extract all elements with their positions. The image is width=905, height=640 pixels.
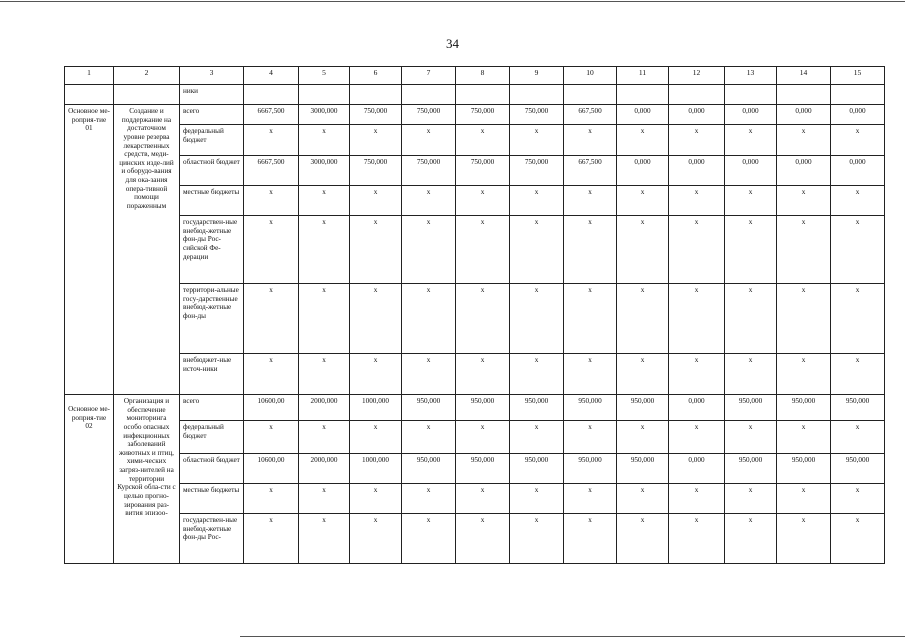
- value-cell: x: [777, 284, 831, 354]
- column-number: 6: [350, 67, 402, 85]
- value-cell: 950,000: [456, 395, 510, 421]
- value-cell: 750,000: [350, 156, 402, 186]
- empty-cell: [831, 85, 885, 105]
- value-cell: x: [244, 186, 299, 216]
- value-cell: x: [350, 484, 402, 514]
- value-cell: x: [564, 284, 617, 354]
- value-cell: x: [617, 514, 669, 564]
- column-number: 7: [402, 67, 456, 85]
- value-cell: 750,000: [510, 156, 564, 186]
- value-cell: 0,000: [725, 105, 777, 125]
- value-cell: x: [510, 354, 564, 395]
- value-cell: 950,000: [617, 395, 669, 421]
- value-cell: 750,000: [350, 105, 402, 125]
- value-cell: 950,000: [402, 395, 456, 421]
- value-cell: x: [831, 125, 885, 156]
- value-cell: x: [402, 354, 456, 395]
- value-cell: x: [725, 125, 777, 156]
- empty-cell: [350, 85, 402, 105]
- value-cell: x: [617, 216, 669, 284]
- value-cell: 750,000: [456, 105, 510, 125]
- value-cell: 0,000: [617, 105, 669, 125]
- empty-cell: [299, 85, 350, 105]
- column-number: 15: [831, 67, 885, 85]
- value-cell: x: [456, 125, 510, 156]
- value-cell: x: [244, 284, 299, 354]
- value-cell: x: [831, 421, 885, 454]
- value-cell: x: [777, 216, 831, 284]
- value-cell: x: [669, 514, 725, 564]
- value-cell: x: [350, 354, 402, 395]
- value-cell: x: [831, 216, 885, 284]
- value-cell: x: [456, 484, 510, 514]
- value-cell: x: [617, 421, 669, 454]
- value-cell: 950,000: [617, 454, 669, 484]
- value-cell: x: [456, 216, 510, 284]
- funding-source-cell: областной бюджет: [180, 156, 244, 186]
- header-row: [65, 67, 885, 85]
- value-cell: x: [617, 284, 669, 354]
- value-cell: x: [456, 514, 510, 564]
- table-row: [65, 186, 885, 216]
- value-cell: x: [777, 125, 831, 156]
- table-row: [65, 395, 885, 421]
- value-cell: x: [617, 186, 669, 216]
- value-cell: x: [299, 514, 350, 564]
- value-cell: 950,000: [725, 454, 777, 484]
- funding-source-cell: государствен-ные внебюд-жетные фон-ды Рос-: [180, 514, 244, 564]
- value-cell: x: [617, 484, 669, 514]
- value-cell: 750,000: [456, 156, 510, 186]
- value-cell: x: [777, 484, 831, 514]
- value-cell: x: [831, 484, 885, 514]
- funding-source-cell: местные бюджеты: [180, 186, 244, 216]
- value-cell: 1000,000: [350, 395, 402, 421]
- value-cell: x: [564, 186, 617, 216]
- value-cell: x: [510, 514, 564, 564]
- column-number: 3: [180, 67, 244, 85]
- measure-type-cell: Основное ме-роприя-тие 01: [65, 105, 114, 395]
- column-number: 13: [725, 67, 777, 85]
- value-cell: x: [564, 421, 617, 454]
- column-number: 9: [510, 67, 564, 85]
- value-cell: x: [725, 216, 777, 284]
- table-row: [65, 105, 885, 125]
- value-cell: x: [669, 125, 725, 156]
- column-number: 14: [777, 67, 831, 85]
- value-cell: x: [350, 284, 402, 354]
- funding-source-cell: государствен-ные внебюд-жетные фон-ды Рос-сийской Фе-дерации: [180, 216, 244, 284]
- value-cell: x: [831, 186, 885, 216]
- table-row: [65, 125, 885, 156]
- table-row: [65, 216, 885, 284]
- measure-description-cell: Организация и обеспечение мониторинга особо опасных инфекционных заболеваний животных и птиц, хими-ческих загряз-нителей на территории Курской обла-сти с целью прогно-зирования раз-вития эпизоо-: [114, 395, 180, 564]
- value-cell: 950,000: [564, 454, 617, 484]
- value-cell: x: [299, 125, 350, 156]
- value-cell: 950,000: [456, 454, 510, 484]
- value-cell: 0,000: [725, 156, 777, 186]
- value-cell: x: [402, 216, 456, 284]
- value-cell: 0,000: [669, 156, 725, 186]
- value-cell: x: [564, 514, 617, 564]
- funding-source-cell: федеральный бюджет: [180, 125, 244, 156]
- funding-source-cell: федеральный бюджет: [180, 421, 244, 454]
- value-cell: 10600,00: [244, 395, 299, 421]
- value-cell: 750,000: [510, 105, 564, 125]
- value-cell: x: [510, 125, 564, 156]
- value-cell: x: [669, 186, 725, 216]
- funding-source-cell: внебюджет-ные источ-ники: [180, 354, 244, 395]
- value-cell: x: [777, 514, 831, 564]
- value-cell: x: [350, 514, 402, 564]
- empty-cell: [669, 85, 725, 105]
- table-row: [65, 354, 885, 395]
- empty-cell: [777, 85, 831, 105]
- value-cell: 3000,000: [299, 105, 350, 125]
- empty-cell: [65, 85, 114, 105]
- table-row: [65, 421, 885, 454]
- value-cell: 0,000: [831, 156, 885, 186]
- bottom-edge-line: [240, 636, 905, 637]
- value-cell: 2000,000: [299, 395, 350, 421]
- value-cell: 0,000: [617, 156, 669, 186]
- table-row: [65, 454, 885, 484]
- empty-cell: [244, 85, 299, 105]
- value-cell: 2000,000: [299, 454, 350, 484]
- value-cell: 950,000: [777, 395, 831, 421]
- value-cell: x: [831, 354, 885, 395]
- funding-source-cell: областной бюджет: [180, 454, 244, 484]
- column-number: 4: [244, 67, 299, 85]
- value-cell: x: [402, 125, 456, 156]
- value-cell: x: [725, 186, 777, 216]
- continuation-source-cell: ники: [180, 85, 244, 105]
- value-cell: x: [617, 125, 669, 156]
- value-cell: x: [510, 216, 564, 284]
- value-cell: x: [510, 484, 564, 514]
- value-cell: 950,000: [510, 454, 564, 484]
- value-cell: x: [350, 186, 402, 216]
- value-cell: x: [777, 354, 831, 395]
- value-cell: x: [725, 421, 777, 454]
- column-number: 8: [456, 67, 510, 85]
- page-number: 34: [446, 36, 459, 51]
- value-cell: x: [669, 216, 725, 284]
- value-cell: x: [831, 514, 885, 564]
- top-edge-line: [0, 1, 905, 2]
- value-cell: x: [299, 186, 350, 216]
- value-cell: x: [299, 421, 350, 454]
- column-number: 1: [65, 67, 114, 85]
- value-cell: x: [299, 216, 350, 284]
- value-cell: 950,000: [831, 395, 885, 421]
- column-number: 11: [617, 67, 669, 85]
- table-row: [65, 156, 885, 186]
- value-cell: 10600,00: [244, 454, 299, 484]
- value-cell: 0,000: [831, 105, 885, 125]
- funding-source-cell: всего: [180, 105, 244, 125]
- table-row: [65, 514, 885, 564]
- value-cell: x: [510, 284, 564, 354]
- value-cell: 0,000: [669, 454, 725, 484]
- value-cell: x: [510, 421, 564, 454]
- value-cell: x: [456, 421, 510, 454]
- funding-table: [64, 66, 885, 564]
- value-cell: x: [831, 284, 885, 354]
- measure-type-cell: Основное ме-роприя-тие 02: [65, 395, 114, 564]
- value-cell: x: [456, 284, 510, 354]
- table-row: [65, 284, 885, 354]
- value-cell: 6667,500: [244, 156, 299, 186]
- value-cell: x: [725, 354, 777, 395]
- value-cell: 950,000: [510, 395, 564, 421]
- empty-cell: [402, 85, 456, 105]
- value-cell: x: [725, 484, 777, 514]
- value-cell: x: [402, 484, 456, 514]
- empty-cell: [456, 85, 510, 105]
- value-cell: 950,000: [402, 454, 456, 484]
- value-cell: x: [402, 284, 456, 354]
- empty-cell: [114, 85, 180, 105]
- value-cell: x: [244, 125, 299, 156]
- value-cell: x: [564, 125, 617, 156]
- value-cell: x: [244, 484, 299, 514]
- table-row: [65, 484, 885, 514]
- column-number: 12: [669, 67, 725, 85]
- funding-source-cell: местные бюджеты: [180, 484, 244, 514]
- value-cell: x: [350, 125, 402, 156]
- value-cell: x: [244, 354, 299, 395]
- measure-description-cell: Создание и поддержание на достаточном уровне резерва лекарственных средств, меди-цинских изде-лий и оборудо-вания для ока-зания опера-тивной помощи пораженным: [114, 105, 180, 395]
- value-cell: x: [456, 354, 510, 395]
- value-cell: x: [669, 421, 725, 454]
- value-cell: 667,500: [564, 156, 617, 186]
- value-cell: 0,000: [777, 156, 831, 186]
- value-cell: x: [510, 186, 564, 216]
- value-cell: x: [244, 216, 299, 284]
- value-cell: 1000,000: [350, 454, 402, 484]
- empty-cell: [564, 85, 617, 105]
- column-number: 2: [114, 67, 180, 85]
- value-cell: x: [617, 354, 669, 395]
- value-cell: x: [777, 186, 831, 216]
- value-cell: x: [299, 484, 350, 514]
- value-cell: x: [669, 284, 725, 354]
- value-cell: 950,000: [777, 454, 831, 484]
- value-cell: x: [669, 354, 725, 395]
- value-cell: x: [725, 284, 777, 354]
- empty-cell: [510, 85, 564, 105]
- value-cell: x: [456, 186, 510, 216]
- value-cell: x: [244, 514, 299, 564]
- value-cell: 0,000: [669, 105, 725, 125]
- value-cell: 0,000: [669, 395, 725, 421]
- value-cell: x: [669, 484, 725, 514]
- value-cell: x: [564, 354, 617, 395]
- value-cell: 6667,500: [244, 105, 299, 125]
- continuation-row: [65, 85, 885, 105]
- value-cell: x: [299, 284, 350, 354]
- value-cell: 750,000: [402, 156, 456, 186]
- value-cell: x: [564, 484, 617, 514]
- value-cell: 950,000: [831, 454, 885, 484]
- value-cell: x: [725, 514, 777, 564]
- value-cell: x: [777, 421, 831, 454]
- value-cell: 750,000: [402, 105, 456, 125]
- value-cell: x: [564, 216, 617, 284]
- value-cell: x: [244, 421, 299, 454]
- funding-source-cell: всего: [180, 395, 244, 421]
- value-cell: 667,500: [564, 105, 617, 125]
- value-cell: x: [402, 514, 456, 564]
- value-cell: x: [402, 421, 456, 454]
- value-cell: 0,000: [777, 105, 831, 125]
- value-cell: x: [402, 186, 456, 216]
- empty-cell: [725, 85, 777, 105]
- column-number: 10: [564, 67, 617, 85]
- value-cell: 950,000: [725, 395, 777, 421]
- value-cell: 950,000: [564, 395, 617, 421]
- value-cell: x: [299, 354, 350, 395]
- value-cell: x: [350, 421, 402, 454]
- value-cell: 3000,000: [299, 156, 350, 186]
- empty-cell: [617, 85, 669, 105]
- funding-source-cell: территори-альные госу-дарственные внебюд-жетные фон-ды: [180, 284, 244, 354]
- column-number: 5: [299, 67, 350, 85]
- value-cell: x: [350, 216, 402, 284]
